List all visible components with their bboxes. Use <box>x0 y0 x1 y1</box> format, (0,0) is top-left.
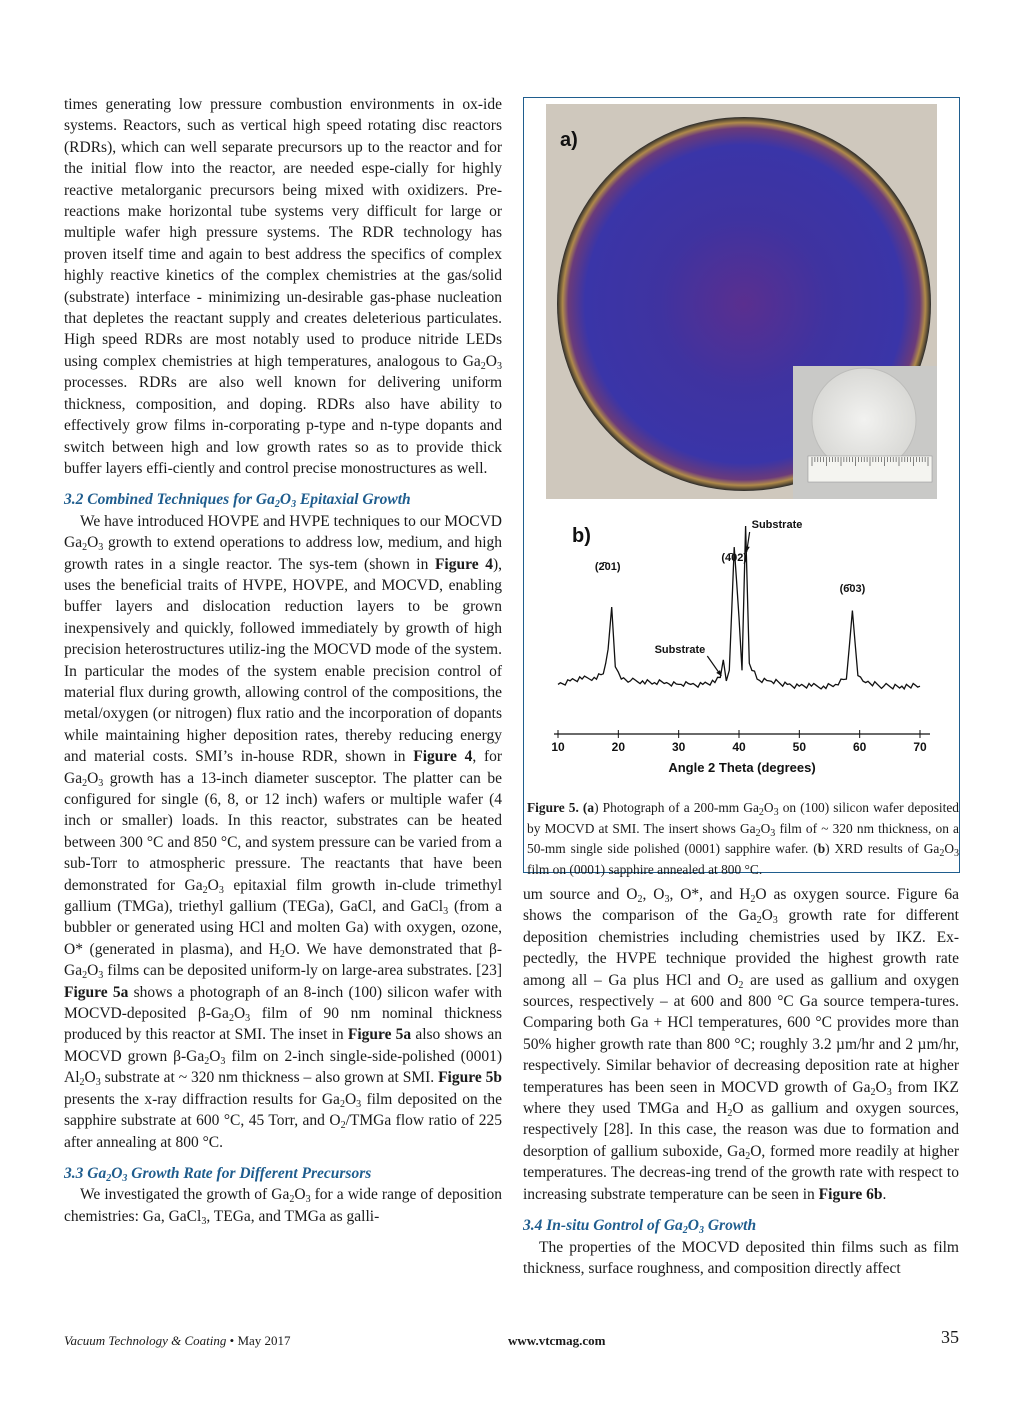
footer-url[interactable]: www.vtcmag.com <box>508 1333 606 1348</box>
paragraph-rdr: times generating low pressure combustion environments in ox-ide systems. Reactors, such as vertical high speed rotating disc reactors (RDRs), which can well separate precursors up to the reactor and for the initial flow into the reactor, are needed espe-cially for highly reactive metalorganic precursors being mixed with oxidizers. Pre-reactions make horizontal tube systems very difficult for large or multiple wafer high pressure systems. The RDR technology has proven itself time and again to best address the specifics of complex highly reactive kinetics of the complex chemistries at the gas/solid (substrate) interface - minimizing un-desirable gas-phase nucleation that depletes the reactant supply and creates deleterious particulates. High speed RDRs are most notably used to produce nitride LEDs using complex chemistries at high temperatures, analogous to $Ga_2O_3$ processes. RDRs are also well known for delivering uniform thickness, composition, and doping. RDRs also have ability to effectively grow films in-corporating p-type and n-type dopants and switch between high and low growth rates so as to provide thick buffer layers effi-ciently and control precise monostructures as well. <box>64 96 502 477</box>
x-tick-label: 60 <box>852 740 867 754</box>
x-tick-label: 30 <box>671 740 686 754</box>
figure-caption: Figure 5. (a) Photograph of a 200-mm $Ga_2O_3$ on (100) silicon wafer deposited by MOCVD at SMI. The insert shows $Ga_2O_3$ film of ~ 320 nm thickness, on a 50-mm single side polished (0001) sapphire wafer. (b) XRD results of $Ga_2O_3$ film on (0001) sapphire annealed at 800 °C. <box>527 800 960 877</box>
x-tick-label: 10 <box>551 740 565 754</box>
paragraph-combined-techniques: We have introduced HOVPE and HVPE techniques to our MOCVD $Ga_2O_3$ growth to extend operations to address low, medium, and high growth rates in a single reactor. The sys-tem (shown in Figure 4), uses the beneficial traits of HVPE, HOVPE, and MOCVD, enabling buffer layers and dislocation reduction layers to be grown inexpensively and quickly, followed immediately by growth of high precision heterostructures utiliz-ing the MOCVD mode of the system. In particular the modes of the system enable precision control of material flux during growth, allowing control of the compositions, the metal/oxygen (or nitrogen) flux ratio and the incorporation of dopants while maintaining higher deposition rates, thereby reducing energy and material costs. SMI’s in-house RDR, shown in Figure 4, for $Ga_2O_3$ growth has a 13-inch diameter susceptor. The platter can be configured for single (6, 8, or 12 inch) wafers or multiple wafer (4 inch or smaller) loads. In this reactor, substrates can be heated between 300 °C and 850 °C, and system pressure can be varied from a sub-Torr to atmospheric pressure. The reactants that have been demonstrated for $Ga_2O_3$ epitaxial film growth in-clude trimethyl gallium (TMGa), triethyl gallium (TEGa), GaCl, and GaCl$_3$ (from a bubbler or generated using HCl and molten Ga) with oxygen, ozone, O* (generated in plasma), and $H_2O$. We have demonstrated that $\beta-Ga_2O_3$ films can be deposited uniform-ly on large-area substrates. [23] Figure 5a shows a photograph of an 8-inch (100) silicon wafer with MOCVD-deposited $\beta-Ga_2O_3$ film of 90 nm nominal thickness produced by this reactor at SMI. The inset in Figure 5a also shows an MOCVD grown $\beta-Ga_2O_3$ film on 2-inch single-side-polished (0001) $Al_2O_3$ substrate at ~ 320 nm thickness – also grown at SMI. Figure 5b presents the x-ray diffraction results for $Ga_2O_3$ film deposited on the sapphire substrate at 600 °C, 45 Torr, and $O_2$/TMGa flow ratio of 225 after annealing at 800 °C. <box>64 512 503 1151</box>
page-number: 35 <box>941 1327 959 1347</box>
panel-a-label: a) <box>560 129 578 151</box>
xrd-chart-svg <box>548 504 936 784</box>
x-axis-label: Angle 2 Theta (degrees) <box>668 760 816 775</box>
paragraph-growth-rate: We investigated the growth of $Ga_2O_3$ for a wide range of deposition chemistries: Ga, GaCl$_3$, TEGa, and TMGa as galli- <box>64 1186 502 1227</box>
x-tick-label: 50 <box>792 740 807 754</box>
xrd-series-line <box>558 526 920 689</box>
left-column <box>64 94 502 1227</box>
right-column <box>523 884 959 1279</box>
section-heading-3-2: 3.2 Combined Techniques for $Ga_2O_3$ Epitaxial Growth <box>64 491 411 511</box>
section-heading-3-4: 3.4 In-situ Gontrol of $Ga_2O_3$ Growth <box>523 1217 757 1237</box>
arrow-head <box>716 670 721 676</box>
peak-label: (2̄01) <box>594 561 621 573</box>
x-tick-label: 70 <box>913 740 927 754</box>
issue-date: May 2017 <box>237 1333 291 1348</box>
wafer-photo-svg <box>546 104 937 499</box>
sapphire-inset <box>793 366 937 499</box>
wafer-photo <box>546 104 937 499</box>
peak-label: Substrate <box>751 519 803 531</box>
journal-name: Vacuum Technology & Coating <box>64 1333 227 1348</box>
x-tick-label: 20 <box>611 740 626 754</box>
peak-label: (4̄02) <box>721 552 748 564</box>
peak-label: Substrate <box>654 644 706 656</box>
paragraph-source-comparison: um source and $O_2$, $O_3$, O*, and $H_2O$ as oxygen source. Figure 6a shows the comparison of the $Ga_2O_3$ growth rate for different deposition chemistries including chemistries used by IKZ. Ex-pectedly, the HVPE technique provided the highest growth rate among all – Ga plus HCl and $O_2$ are used as gallium and oxygen sources, respectively – at 600 and 800 °C Ga source tempera-tures. Comparing both Ga + HCl temperatures, 600 °C provides more than 50% higher growth rate than 800 °C; roughly 3.2 µm/hr and 2 µm/hr, respectively. Similar behavior of decreasing deposition rate at higher temperatures has been seen in MOCVD growth of $Ga_2O_3$ from IKZ where they used TMGa and $H_2O$ as gallium and oxygen sources, respectively [28]. In this case, the reason was due to formation and desorption of gallium suboxide, $Ga_2O$, formed more readily at higher temperatures. The decreas-ing trend of the growth rate with respect to increasing substrate temperature can be seen in Figure 6b. <box>523 886 959 1203</box>
peak-label: (6̄03) <box>839 583 866 595</box>
paragraph-in-situ-control: The properties of the MOCVD deposited thin films such as film thickness, surface roughness, and composition directly affect <box>523 1238 959 1277</box>
section-heading-3-3: 3.3 $Ga_2O_3$ Growth Rate for Different Precursors <box>64 1164 372 1184</box>
xrd-chart <box>548 504 936 784</box>
footer-separator: • <box>229 1333 235 1348</box>
panel-b-label: b) <box>572 525 591 547</box>
footer-journal <box>64 1333 291 1349</box>
x-tick-label: 40 <box>732 740 746 754</box>
